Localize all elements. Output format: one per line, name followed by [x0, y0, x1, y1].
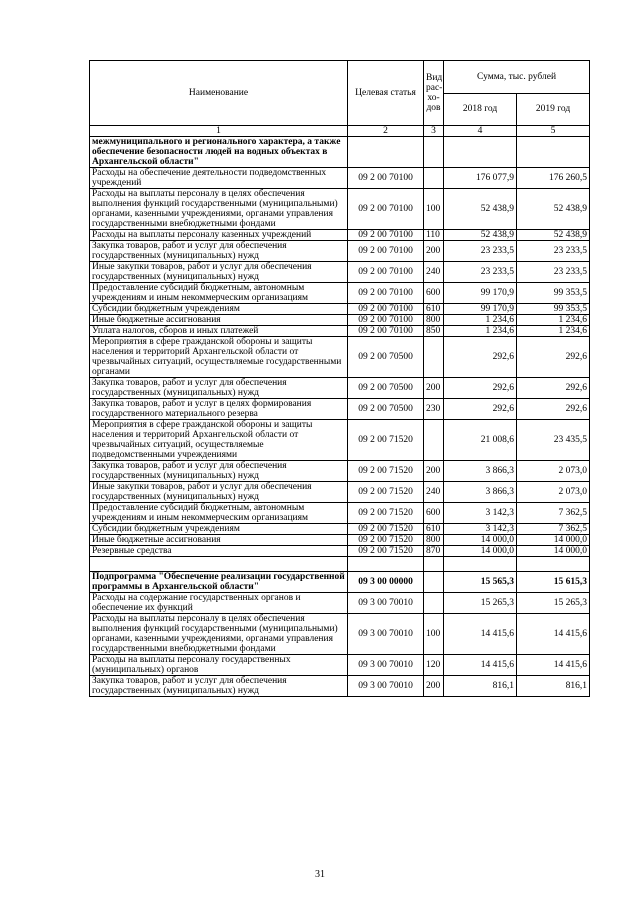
row-expense-type: 100 — [424, 614, 444, 655]
header-year-2018: 2018 год — [444, 93, 517, 126]
row-expense-type: 200 — [424, 241, 444, 262]
row-value-2018: 14 000,0 — [444, 535, 517, 546]
row-value-2019: 2 073,0 — [517, 482, 590, 503]
table-row — [90, 399, 590, 420]
row-expense-type: 850 — [424, 326, 444, 337]
budget-table — [89, 60, 590, 697]
row-code: 09 2 00 70100 — [348, 230, 424, 241]
row-value-2019: 15 615,3 — [517, 572, 590, 593]
row-value-2019: 292,6 — [517, 337, 590, 378]
row-code: 09 2 00 71520 — [348, 482, 424, 503]
column-number: 2 — [348, 126, 424, 137]
row-expense-type: 120 — [424, 655, 444, 676]
row-value-2018: 21 008,6 — [444, 420, 517, 461]
table-row — [90, 283, 590, 304]
row-value-2019: 1 234,6 — [517, 326, 590, 337]
row-value-2018: 14 415,6 — [444, 655, 517, 676]
header-code: Целевая статья — [348, 61, 424, 126]
row-code: 09 2 00 71520 — [348, 461, 424, 482]
row-value-2018: 292,6 — [444, 337, 517, 378]
row-name: Резервные средства — [90, 546, 348, 557]
row-value-2018: 15 265,3 — [444, 593, 517, 614]
header-row — [90, 61, 590, 94]
table-row — [90, 168, 590, 189]
table-row — [90, 503, 590, 524]
row-name: Уплата налогов, сборов и иных платежей — [90, 326, 348, 337]
header-name: Наименование — [90, 61, 348, 126]
table-row — [90, 230, 590, 241]
row-expense-type — [424, 420, 444, 461]
row-name: межмуниципального и регионального характера, а также обеспечение безопасности людей на водных объектах в Архангельской области" — [90, 137, 348, 168]
row-code: 09 2 00 70100 — [348, 241, 424, 262]
row-expense-type: 200 — [424, 461, 444, 482]
budget-table-body — [90, 61, 590, 697]
page-number: 31 — [315, 869, 325, 880]
table-row — [90, 655, 590, 676]
row-value-2019: 7 362,5 — [517, 503, 590, 524]
column-number: 5 — [517, 126, 590, 137]
column-number: 3 — [424, 126, 444, 137]
row-value-2018 — [444, 137, 517, 168]
row-value-2019 — [517, 557, 590, 572]
row-expense-type — [424, 557, 444, 572]
table-row — [90, 262, 590, 283]
row-name: Расходы на обеспечение деятельности подведомственных учреждений — [90, 168, 348, 189]
row-name: Субсидии бюджетным учреждениям — [90, 304, 348, 315]
table-row — [90, 137, 590, 168]
row-name: Предоставление субсидий бюджетным, автономным учреждениям и иным некоммерческим организациям — [90, 503, 348, 524]
row-code: 09 2 00 70100 — [348, 283, 424, 304]
table-row — [90, 304, 590, 315]
row-value-2018: 23 233,5 — [444, 241, 517, 262]
row-value-2018: 52 438,9 — [444, 230, 517, 241]
row-expense-type: 800 — [424, 535, 444, 546]
row-value-2019 — [517, 137, 590, 168]
table-row — [90, 378, 590, 399]
row-expense-type: 230 — [424, 399, 444, 420]
row-code: 09 2 00 70100 — [348, 315, 424, 326]
row-code: 09 2 00 71520 — [348, 546, 424, 557]
row-value-2019: 7 362,5 — [517, 524, 590, 535]
row-code: 09 2 00 71520 — [348, 535, 424, 546]
row-value-2019: 23 435,5 — [517, 420, 590, 461]
column-number: 4 — [444, 126, 517, 137]
row-value-2019: 176 260,5 — [517, 168, 590, 189]
row-expense-type: 240 — [424, 482, 444, 503]
row-code: 09 3 00 70010 — [348, 593, 424, 614]
row-value-2019: 52 438,9 — [517, 230, 590, 241]
row-expense-type: 870 — [424, 546, 444, 557]
table-row — [90, 524, 590, 535]
row-expense-type: 600 — [424, 503, 444, 524]
table-row — [90, 535, 590, 546]
row-value-2018: 3 142,3 — [444, 503, 517, 524]
row-code — [348, 557, 424, 572]
row-expense-type: 200 — [424, 676, 444, 697]
row-code: 09 3 00 70010 — [348, 655, 424, 676]
row-expense-type: 240 — [424, 262, 444, 283]
row-value-2019: 99 353,5 — [517, 283, 590, 304]
row-value-2018: 14 415,6 — [444, 614, 517, 655]
row-expense-type: 110 — [424, 230, 444, 241]
column-number: 1 — [90, 126, 348, 137]
row-code: 09 3 00 70010 — [348, 676, 424, 697]
row-value-2018: 14 000,0 — [444, 546, 517, 557]
row-value-2018: 176 077,9 — [444, 168, 517, 189]
row-value-2019: 816,1 — [517, 676, 590, 697]
table-row — [90, 326, 590, 337]
row-code: 09 2 00 70100 — [348, 326, 424, 337]
row-name: Расходы на выплаты персоналу в целях обеспечения выполнения функций государственными (муниципальными) органами, казенными учреждениями, органами управления государственными внебюджетными фондами — [90, 614, 348, 655]
row-expense-type: 610 — [424, 524, 444, 535]
row-value-2018: 52 438,9 — [444, 189, 517, 230]
row-value-2018: 3 142,3 — [444, 524, 517, 535]
row-expense-type — [424, 168, 444, 189]
row-value-2019: 14 415,6 — [517, 614, 590, 655]
header-type: Вид рас-хо-дов — [424, 61, 444, 126]
table-row — [90, 614, 590, 655]
row-name: Подпрограмма "Обеспечение реализации государственной программы в Архангельской области" — [90, 572, 348, 593]
row-value-2018: 99 170,9 — [444, 283, 517, 304]
row-name: Расходы на содержание государственных органов и обеспечение их функций — [90, 593, 348, 614]
row-name: Иные бюджетные ассигнования — [90, 315, 348, 326]
row-value-2018: 3 866,3 — [444, 482, 517, 503]
spacer-row — [90, 557, 590, 572]
row-expense-type — [424, 593, 444, 614]
header-sum: Сумма, тыс. рублей — [444, 61, 590, 94]
row-code: 09 2 00 70500 — [348, 399, 424, 420]
row-value-2019: 14 415,6 — [517, 655, 590, 676]
row-expense-type — [424, 572, 444, 593]
table-row — [90, 189, 590, 230]
row-value-2019: 14 000,0 — [517, 535, 590, 546]
column-number-row — [90, 126, 590, 137]
header-year-2019: 2019 год — [517, 93, 590, 126]
row-code: 09 2 00 70100 — [348, 304, 424, 315]
row-name: Закупка товаров, работ и услуг для обеспечения государственных (муниципальных) нужд — [90, 461, 348, 482]
row-name: Закупка товаров, работ и услуг для обеспечения государственных (муниципальных) нужд — [90, 378, 348, 399]
row-code: 09 2 00 70500 — [348, 337, 424, 378]
row-name: Иные закупки товаров, работ и услуг для обеспечения государственных (муниципальных) нужд — [90, 262, 348, 283]
row-expense-type: 600 — [424, 283, 444, 304]
row-value-2018: 1 234,6 — [444, 315, 517, 326]
row-name: Мероприятия в сфере гражданской обороны и защиты населения и территорий Архангельской области от чрезвычайных ситуаций, осуществляемые подведомственными учреждениями — [90, 420, 348, 461]
row-code: 09 2 00 70500 — [348, 378, 424, 399]
row-code: 09 2 00 70100 — [348, 168, 424, 189]
row-name: Закупка товаров, работ и услуг для обеспечения государственных (муниципальных) нужд — [90, 676, 348, 697]
row-name: Расходы на выплаты персоналу государственных (муниципальных) органов — [90, 655, 348, 676]
row-expense-type: 200 — [424, 378, 444, 399]
row-code: 09 2 00 71520 — [348, 503, 424, 524]
row-code: 09 3 00 00000 — [348, 572, 424, 593]
row-name: Расходы на выплаты персоналу казенных учреждений — [90, 230, 348, 241]
row-value-2018 — [444, 557, 517, 572]
row-value-2019: 52 438,9 — [517, 189, 590, 230]
row-value-2018: 15 565,3 — [444, 572, 517, 593]
row-value-2019: 15 265,3 — [517, 593, 590, 614]
row-expense-type: 800 — [424, 315, 444, 326]
row-value-2019: 292,6 — [517, 378, 590, 399]
row-name: Субсидии бюджетным учреждениям — [90, 524, 348, 535]
table-row — [90, 337, 590, 378]
row-value-2018: 3 866,3 — [444, 461, 517, 482]
table-row — [90, 572, 590, 593]
row-name: Иные бюджетные ассигнования — [90, 535, 348, 546]
row-value-2019: 23 233,5 — [517, 241, 590, 262]
row-expense-type: 610 — [424, 304, 444, 315]
row-name: Расходы на выплаты персоналу в целях обеспечения выполнения функций государственными (муниципальными) органами, казенными учреждениями, органами управления государственными внебюджетными фондами — [90, 189, 348, 230]
table-row — [90, 593, 590, 614]
row-name: Закупка товаров, работ и услуг для обеспечения государственных (муниципальных) нужд — [90, 241, 348, 262]
row-name: Закупка товаров, работ и услуг в целях формирования государственного материального резерва — [90, 399, 348, 420]
table-row — [90, 420, 590, 461]
row-value-2018: 1 234,6 — [444, 326, 517, 337]
table-row — [90, 315, 590, 326]
table-row — [90, 482, 590, 503]
row-code: 09 2 00 71520 — [348, 420, 424, 461]
row-value-2018: 292,6 — [444, 378, 517, 399]
row-code: 09 2 00 70100 — [348, 189, 424, 230]
row-name: Предоставление субсидий бюджетным, автономным учреждениям и иным некоммерческим организациям — [90, 283, 348, 304]
row-value-2018: 816,1 — [444, 676, 517, 697]
row-value-2019: 2 073,0 — [517, 461, 590, 482]
row-name — [90, 557, 348, 572]
row-value-2019: 292,6 — [517, 399, 590, 420]
row-value-2019: 23 233,5 — [517, 262, 590, 283]
row-value-2018: 99 170,9 — [444, 304, 517, 315]
row-value-2019: 14 000,0 — [517, 546, 590, 557]
row-code — [348, 137, 424, 168]
table-row — [90, 546, 590, 557]
row-value-2019: 99 353,5 — [517, 304, 590, 315]
row-code: 09 2 00 71520 — [348, 524, 424, 535]
row-name: Иные закупки товаров, работ и услуг для обеспечения государственных (муниципальных) нужд — [90, 482, 348, 503]
row-name: Мероприятия в сфере гражданской обороны и защиты населения и территорий Архангельской области от чрезвычайных ситуаций, осуществляемые государственными органами — [90, 337, 348, 378]
row-code: 09 2 00 70100 — [348, 262, 424, 283]
row-code: 09 3 00 70010 — [348, 614, 424, 655]
table-row — [90, 461, 590, 482]
row-value-2018: 23 233,5 — [444, 262, 517, 283]
row-value-2018: 292,6 — [444, 399, 517, 420]
table-row — [90, 676, 590, 697]
row-expense-type — [424, 137, 444, 168]
table-row — [90, 241, 590, 262]
row-expense-type — [424, 337, 444, 378]
row-expense-type: 100 — [424, 189, 444, 230]
row-value-2019: 1 234,6 — [517, 315, 590, 326]
